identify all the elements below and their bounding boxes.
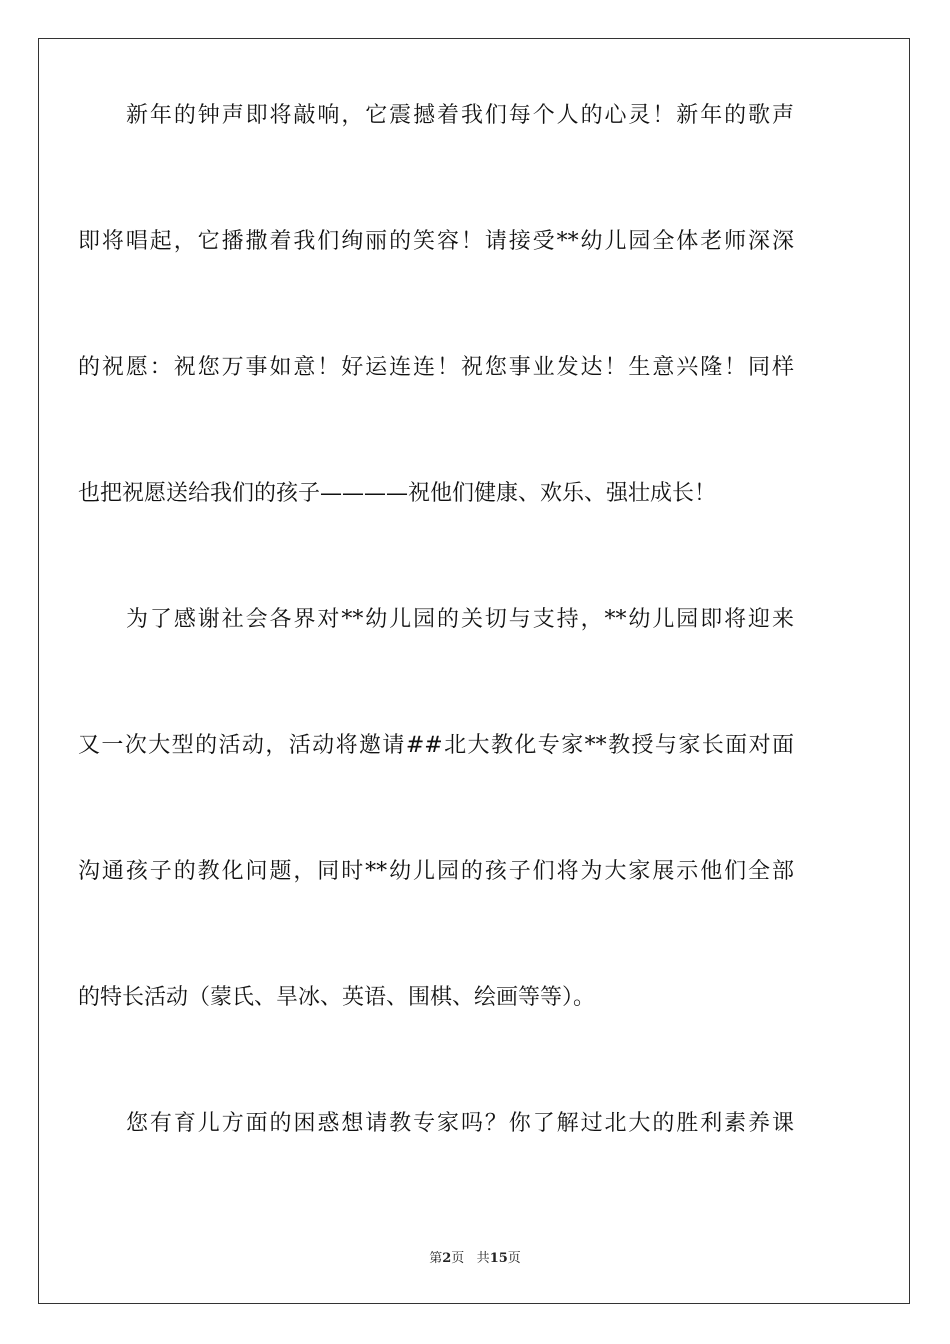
page-footer <box>0 1247 950 1266</box>
paragraph-1-line-2: 即将唱起，它播撒着我们绚丽的笑容！请接受**幼儿园全体老师深深 <box>78 229 794 254</box>
paragraph-1-line-3: 的祝愿：祝您万事如意！好运连连！祝您事业发达！生意兴隆！同样 <box>78 355 794 380</box>
page-prefix: 第 <box>429 1251 443 1266</box>
paragraph-1-line-4: 也把祝愿送给我们的孩子————祝他们健康、欢乐、强壮成长！ <box>78 481 717 506</box>
paragraph-2-line-4: 的特长活动（蒙氏、旱冰、英语、围棋、绘画等等）。 <box>78 985 596 1010</box>
page-total: 15 <box>489 1251 508 1266</box>
paragraph-2-line-3: 沟通孩子的教化问题，同时**幼儿园的孩子们将为大家展示他们全部 <box>78 859 794 884</box>
paragraph-1-line-1: 新年的钟声即将敲响，它震撼着我们每个人的心灵！新年的歌声 <box>126 103 794 128</box>
paragraph-3-line-1: 您有育儿方面的困惑想请教专家吗？你了解过北大的胜利素养课 <box>126 1111 794 1136</box>
page-suffix: 页 <box>451 1251 465 1266</box>
paragraph-2-line-2: 又一次大型的活动，活动将邀请##北大教化专家**教授与家长面对面 <box>78 733 794 758</box>
document-body <box>78 68 794 1202</box>
total-suffix: 页 <box>507 1251 521 1266</box>
total-prefix: 共 <box>476 1251 490 1266</box>
paragraph-2-line-1: 为了感谢社会各界对**幼儿园的关切与支持，**幼儿园即将迎来 <box>126 607 794 632</box>
page-current: 2 <box>442 1251 452 1266</box>
